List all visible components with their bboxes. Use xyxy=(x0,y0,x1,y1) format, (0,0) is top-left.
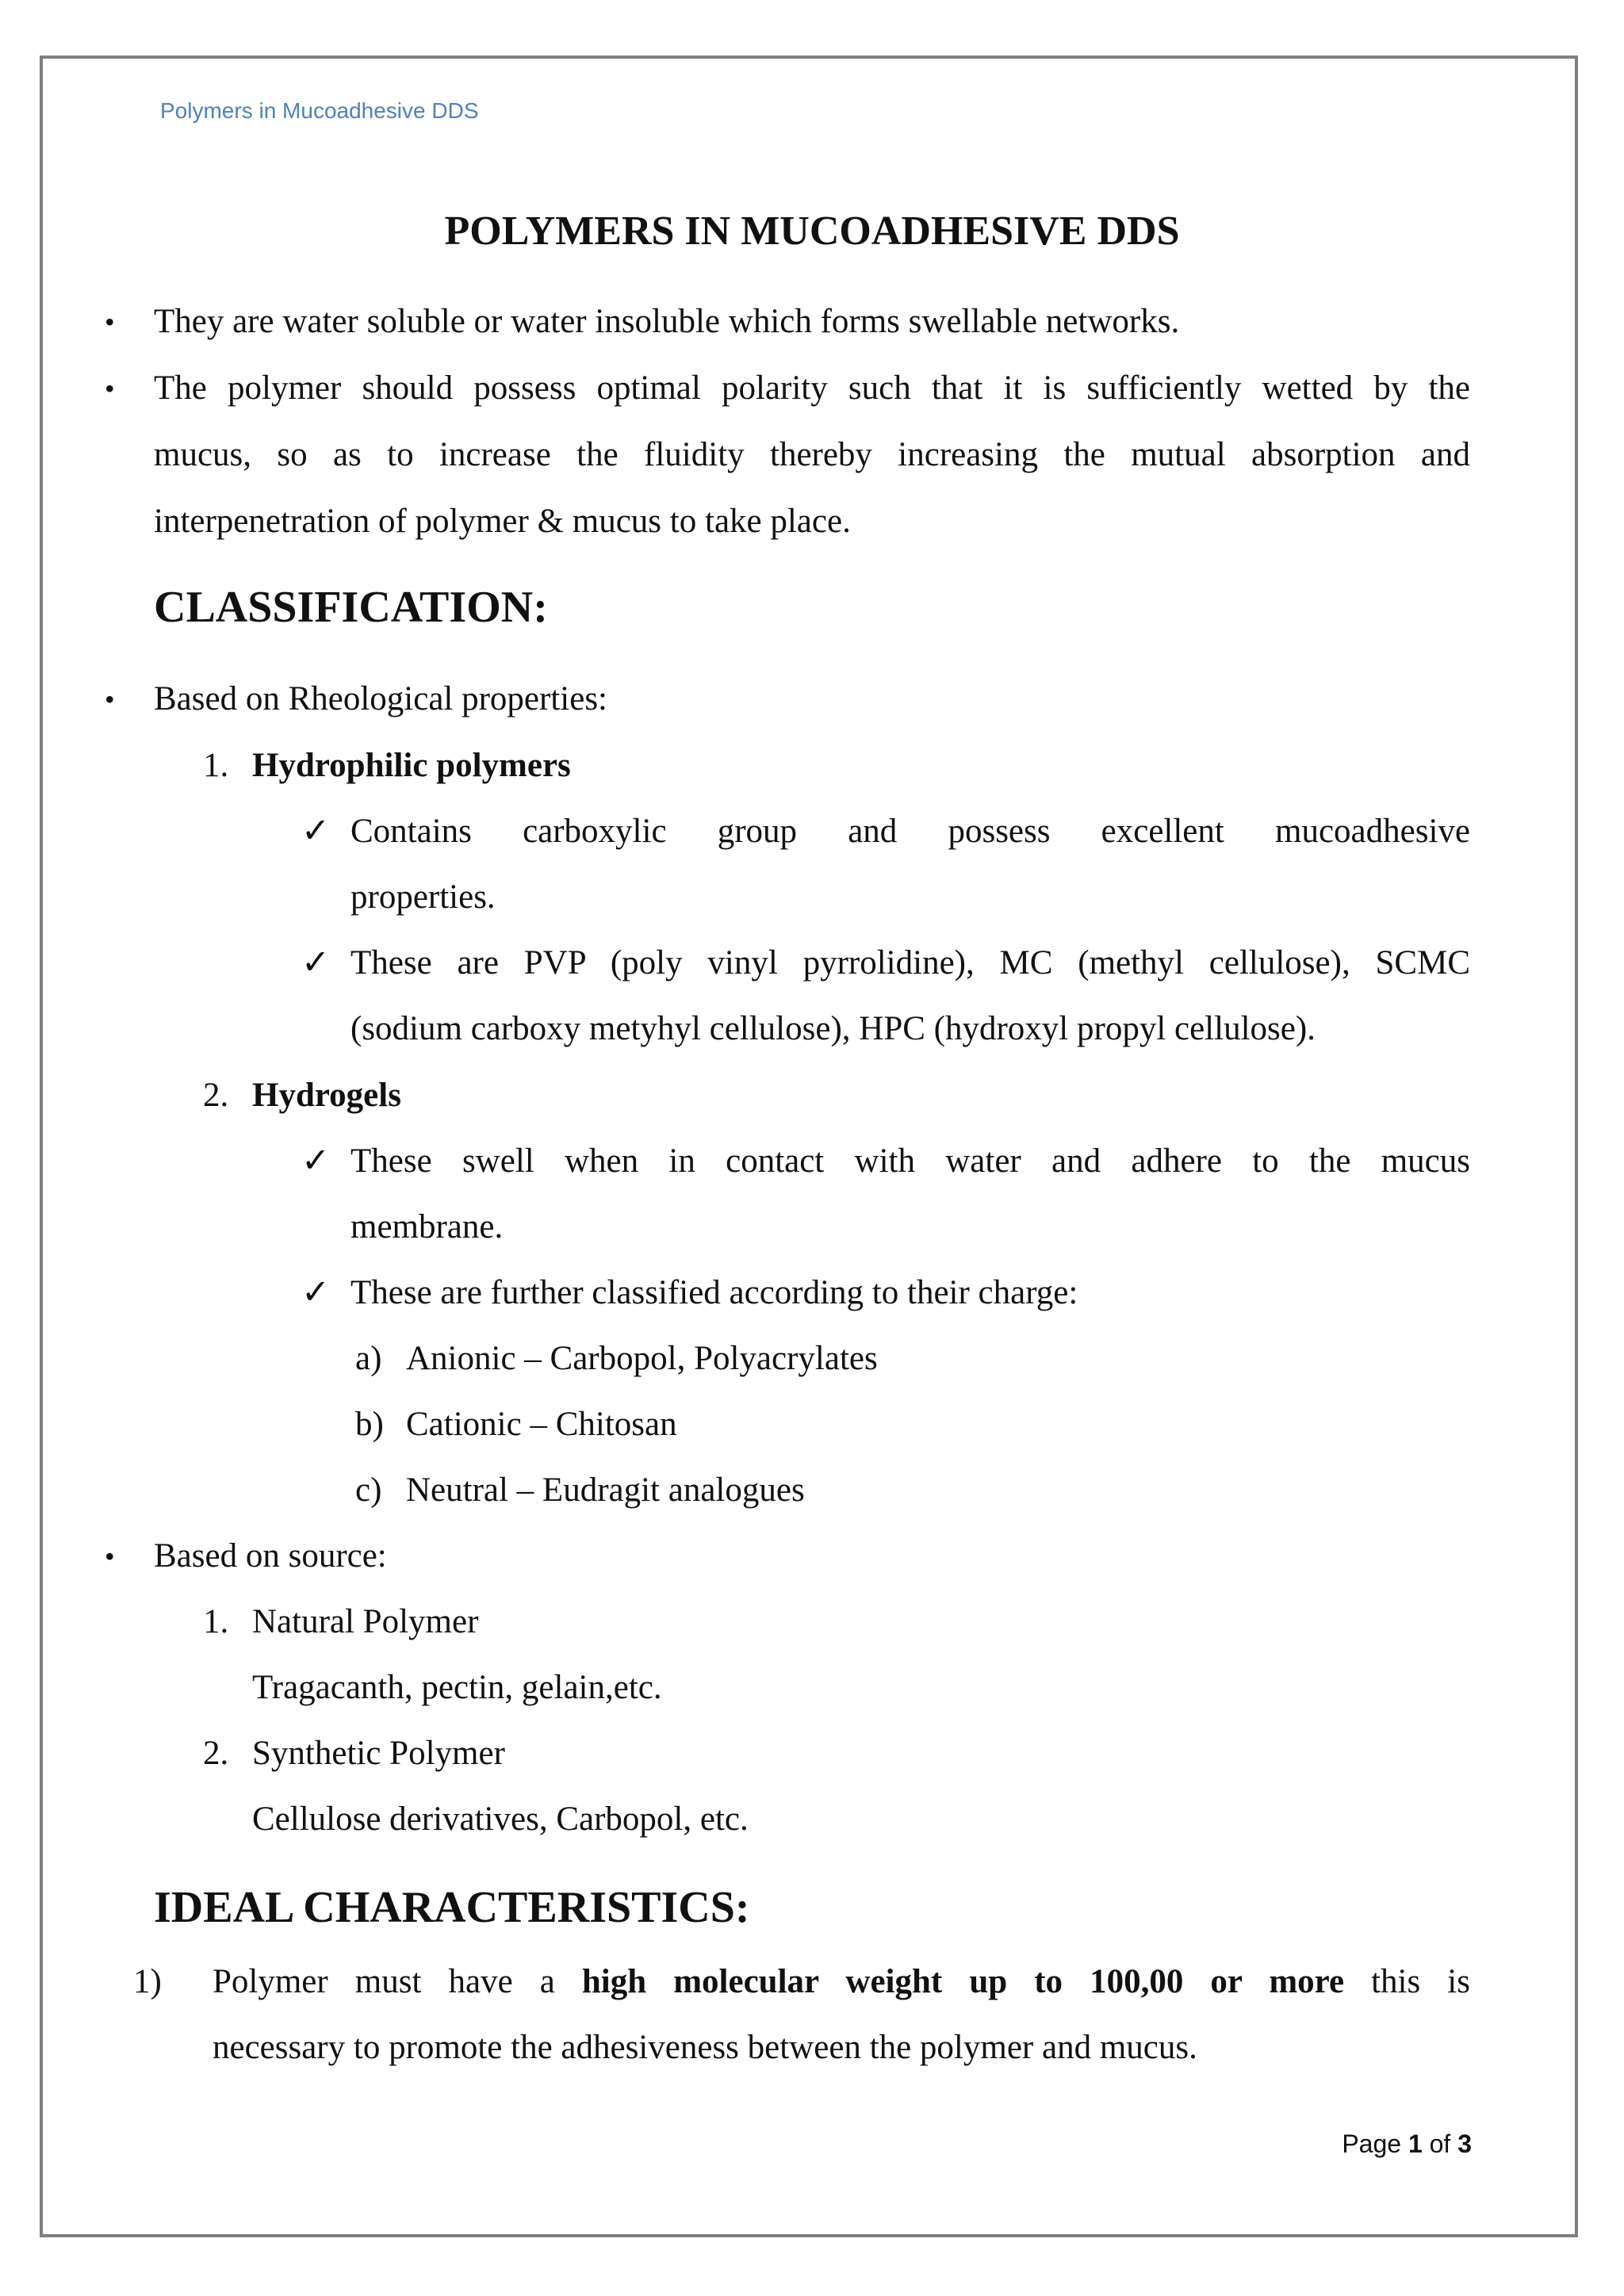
sub-item-anionic: Anionic – Carbopol, Polyacrylates xyxy=(406,1340,878,1377)
list-number: 1. xyxy=(203,1603,229,1640)
hydrogels-point-2: These are further classified according to their charge: xyxy=(350,1274,1078,1311)
hydrogels-title: Hydrogels xyxy=(252,1077,401,1114)
page-footer: Page 1 of 3 xyxy=(1342,2130,1472,2158)
check-icon: ✓ xyxy=(301,813,331,850)
page-title: POLYMERS IN MUCOADHESIVE DDS xyxy=(444,209,1180,254)
check-icon: ✓ xyxy=(301,1274,331,1311)
synthetic-polymer-examples: Cellulose derivatives, Carbopol, etc. xyxy=(252,1800,749,1838)
check-icon: ✓ xyxy=(301,944,331,982)
hydrophilic-point-1-line-1: Contains carboxylic group and possess excellent mucoadhesive xyxy=(350,813,1470,850)
hydrophilic-polymers-title: Hydrophilic polymers xyxy=(252,747,571,784)
ideal-point-1-line-1: Polymer must have a high molecular weight up to 100,00 or more this is xyxy=(213,1963,1470,2000)
bullet-icon: • xyxy=(105,373,115,404)
bullet-icon: • xyxy=(105,1540,115,1572)
natural-polymer-title: Natural Polymer xyxy=(252,1603,479,1640)
check-icon: ✓ xyxy=(301,1142,331,1180)
intro-bullet-2-line-1: The polymer should possess optimal polarity such that it is sufficiently wetted by the xyxy=(154,369,1470,407)
hydrogels-point-1-line-2: membrane. xyxy=(350,1208,504,1246)
natural-polymer-examples: Tragacanth, pectin, gelain,etc. xyxy=(252,1669,662,1706)
running-header: Polymers in Mucoadhesive DDS xyxy=(160,98,479,123)
sub-item-cationic: Cationic – Chitosan xyxy=(406,1406,677,1443)
intro-bullet-2-line-2: mucus, so as to increase the fluidity thereby increasing the mutual absorption and xyxy=(154,436,1470,473)
intro-bullet-2-line-3: interpenetration of polymer & mucus to take place. xyxy=(154,503,851,540)
sub-item-marker: b) xyxy=(355,1406,384,1443)
list-number: 1. xyxy=(203,747,229,784)
synthetic-polymer-title: Synthetic Polymer xyxy=(252,1735,505,1772)
source-label: Based on source: xyxy=(154,1537,387,1575)
classification-heading: CLASSIFICATION: xyxy=(154,583,548,632)
hydrophilic-point-2-line-2: (sodium carboxy metyhyl cellulose), HPC (hydroxyl propyl cellulose). xyxy=(350,1010,1316,1047)
current-page-number: 1 xyxy=(1408,2130,1423,2158)
hydrophilic-point-2-line-1: These are PVP (poly vinyl pyrrolidine), MC (methyl cellulose), SCMC xyxy=(350,944,1470,982)
total-pages-number: 3 xyxy=(1457,2130,1472,2158)
hydrogels-point-1-line-1: These swell when in contact with water and adhere to the mucus xyxy=(350,1142,1470,1180)
sub-item-neutral: Neutral – Eudragit analogues xyxy=(406,1471,805,1509)
sub-item-marker: a) xyxy=(355,1340,382,1377)
rheological-label: Based on Rheological properties: xyxy=(154,680,607,718)
ideal-characteristics-heading: IDEAL CHARACTERISTICS: xyxy=(154,1883,750,1932)
list-number: 1) xyxy=(133,1963,162,2000)
list-number: 2. xyxy=(203,1077,229,1114)
sub-item-marker: c) xyxy=(355,1471,382,1509)
list-number: 2. xyxy=(203,1735,229,1772)
ideal-point-1-line-2: necessary to promote the adhesiveness between the polymer and mucus. xyxy=(213,2029,1197,2066)
ideal-point-1-emphasis: high molecular weight up to 100,00 or more xyxy=(581,1963,1345,2000)
intro-bullet-1: They are water soluble or water insoluble which forms swellable networks. xyxy=(154,303,1180,340)
bullet-icon: • xyxy=(105,683,115,715)
bullet-icon: • xyxy=(105,306,115,338)
hydrophilic-point-1-line-2: properties. xyxy=(350,878,496,916)
